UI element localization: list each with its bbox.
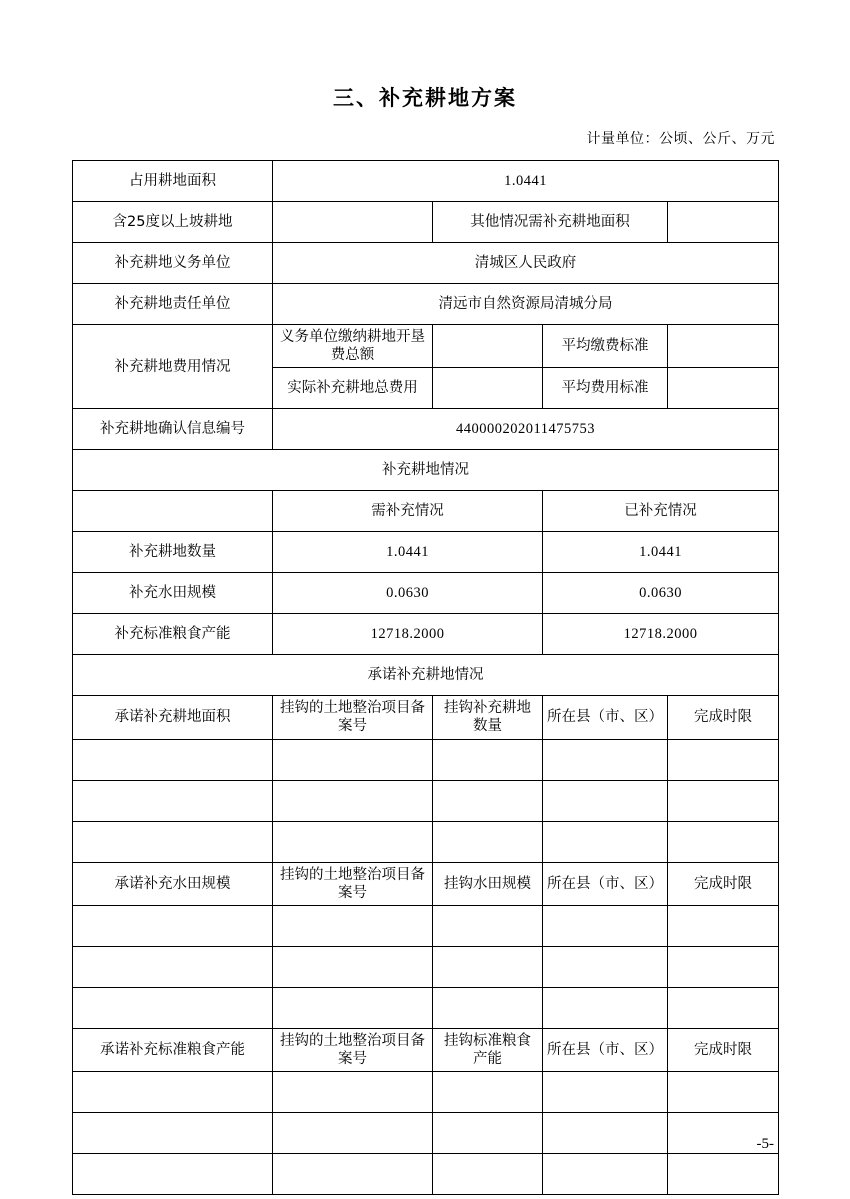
table-row [73,821,779,862]
promise-area-col-project-code: 挂钩的土地整治项目备案号 [273,696,433,739]
blank-cell [668,905,779,946]
supplement-paddy-done: 0.0630 [543,573,779,614]
supplement-qty-done: 1.0441 [543,532,779,573]
occupied-area-value: 1.0441 [273,161,779,202]
blank-cell [433,1113,543,1154]
blank-cell [273,1072,433,1113]
blank-cell [433,739,543,780]
blank-cell [433,780,543,821]
table-row [73,573,779,614]
blank-cell [73,1154,273,1195]
blank-cell [73,1072,273,1113]
promise-grain-col-deadline: 完成时限 [668,1028,779,1071]
blank-cell [273,905,433,946]
blank-cell [273,946,433,987]
blank-cell [433,946,543,987]
blank-cell [668,821,779,862]
blank-cell [273,821,433,862]
table-row [73,946,779,987]
table-row [73,532,779,573]
other-case-value [668,202,779,243]
table-row [73,614,779,655]
table-row [73,987,779,1028]
promise-area-col-deadline: 完成时限 [668,696,779,739]
blank-cell [668,780,779,821]
table-row [73,862,779,905]
table-row [73,491,779,532]
measurement-unit-note: 计量单位：公顷、公斤、万元 [586,132,775,147]
blank-cell [433,1154,543,1195]
column-done-header: 已补充情况 [543,491,779,532]
blank-cell [543,1154,668,1195]
blank-cell [433,905,543,946]
blank-cell [543,905,668,946]
responsible-unit-label: 补充耕地责任单位 [73,284,273,325]
table-row [73,655,779,696]
confirm-code-label: 补充耕地确认信息编号 [73,409,273,450]
promise-grain-col-project-code: 挂钩的土地整治项目备案号 [273,1028,433,1071]
table-row [73,905,779,946]
blank-cell [273,780,433,821]
promise-paddy-col-county: 所在县（市、区） [543,862,668,905]
supplement-grain-done: 12718.2000 [543,614,779,655]
table-row [73,243,779,284]
fee-item-avg-pay-label: 平均缴费标准 [543,325,668,368]
promise-paddy-col-project-code: 挂钩的土地整治项目备案号 [273,862,433,905]
blank-cell [543,780,668,821]
fee-item-avg-cost-label: 平均费用标准 [543,368,668,409]
table-row [73,284,779,325]
table-row [73,450,779,491]
blank-cell [543,1072,668,1113]
blank-cell [273,987,433,1028]
table-row [73,696,779,739]
blank-cell [273,1154,433,1195]
table-row [73,161,779,202]
table-row [73,409,779,450]
column-need-header: 需补充情况 [273,491,543,532]
promise-grain-label: 承诺补充标准粮食产能 [73,1028,273,1071]
promise-paddy-col-deadline: 完成时限 [668,862,779,905]
blank-cell [433,987,543,1028]
promise-area-col-qty: 挂钩补充耕地数量 [433,696,543,739]
blank-cell [433,1072,543,1113]
fee-item-avg-cost-value [668,368,779,409]
promise-paddy-col-scale: 挂钩水田规模 [433,862,543,905]
blank-cell [73,946,273,987]
responsible-unit-value: 清远市自然资源局清城分局 [273,284,779,325]
confirm-code-value: 440000202011475753 [273,409,779,450]
duty-unit-label: 补充耕地义务单位 [73,243,273,284]
fee-section-label: 补充耕地费用情况 [73,325,273,409]
blank-cell [73,780,273,821]
fee-item-actual-total-label: 实际补充耕地总费用 [273,368,433,409]
promise-grain-col-capacity: 挂钩标准粮食产能 [433,1028,543,1071]
table-row [73,202,779,243]
blank-cell [73,739,273,780]
table-row [73,325,779,368]
blank-cell [433,821,543,862]
fee-item-paid-total-value [433,325,543,368]
table-row [73,1154,779,1195]
fee-item-paid-total-label: 义务单位缴纳耕地开垦费总额 [273,325,433,368]
blank-cell [668,1154,779,1195]
supplement-paddy-need: 0.0630 [273,573,543,614]
section-promise-header: 承诺补充耕地情况 [73,655,779,696]
blank-cell [543,739,668,780]
blank-cell [73,905,273,946]
blank-cell [668,987,779,1028]
blank-cell [273,1113,433,1154]
blank-cell [73,987,273,1028]
slope-farmland-label: 含25度以上坡耕地 [73,202,273,243]
promise-area-col-county: 所在县（市、区） [543,696,668,739]
supplement-grain-need: 12718.2000 [273,614,543,655]
promise-grain-col-county: 所在县（市、区） [543,1028,668,1071]
blank-cell [668,946,779,987]
blank-cell [273,739,433,780]
blank-cell [668,1072,779,1113]
blank-cell [543,946,668,987]
blank-cell [73,821,273,862]
supplement-farmland-table [72,160,779,1195]
blank-cell [543,987,668,1028]
supplement-qty-label: 补充耕地数量 [73,532,273,573]
table-row [73,1028,779,1071]
page-number: -5- [756,1136,774,1152]
table-row [73,780,779,821]
duty-unit-value: 清城区人民政府 [273,243,779,284]
blank-cell [73,491,273,532]
blank-cell [543,821,668,862]
blank-cell [668,739,779,780]
supplement-paddy-label: 补充水田规模 [73,573,273,614]
slope-farmland-value [273,202,433,243]
section-supplement-header: 补充耕地情况 [73,450,779,491]
promise-area-label: 承诺补充耕地面积 [73,696,273,739]
other-case-label: 其他情况需补充耕地面积 [433,202,668,243]
fee-item-avg-pay-value [668,325,779,368]
supplement-qty-need: 1.0441 [273,532,543,573]
page-title: 三、补充耕地方案 [333,86,517,110]
table-row [73,1113,779,1154]
fee-item-actual-total-value [433,368,543,409]
occupied-area-label: 占用耕地面积 [73,161,273,202]
promise-paddy-label: 承诺补充水田规模 [73,862,273,905]
supplement-grain-label: 补充标准粮食产能 [73,614,273,655]
table-row [73,739,779,780]
table-row [73,1072,779,1113]
blank-cell [73,1113,273,1154]
blank-cell [543,1113,668,1154]
